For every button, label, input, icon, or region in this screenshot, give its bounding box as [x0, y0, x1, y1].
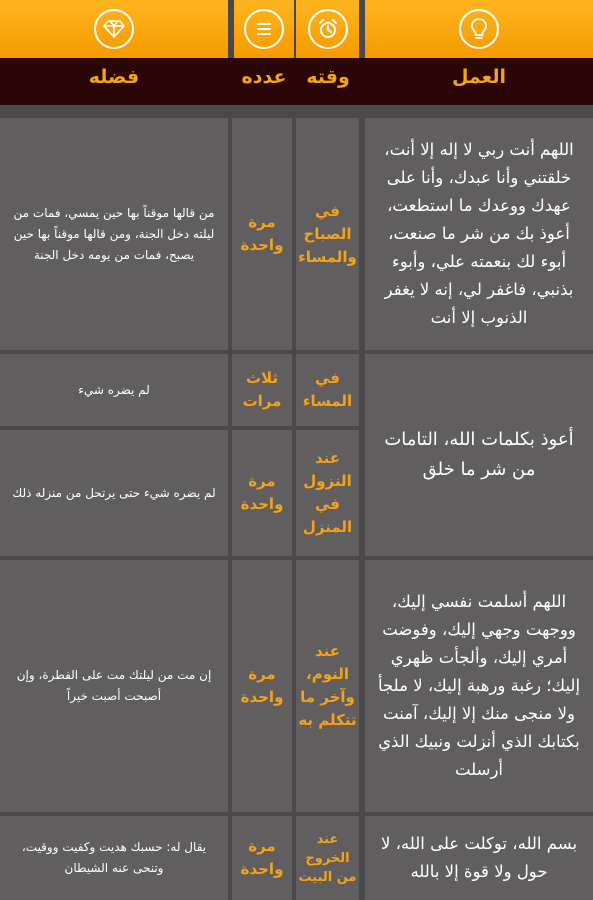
count-icon-cell: [234, 0, 294, 58]
row-4-count: مرة واحدة: [232, 560, 292, 812]
time-icon-cell: [296, 0, 359, 58]
virtue-icon-cell: [0, 0, 228, 58]
row-5-virtue: يقال له: حسبك هديت وكفيت ووقيت، وتنحى عنه الشيطان: [0, 816, 228, 900]
action-icon-cell: [365, 0, 593, 58]
row-4-time: عند النوم، وآخر ما تتكلم به: [296, 560, 359, 812]
header-count: عدده: [241, 66, 287, 88]
lightbulb-icon: [459, 9, 499, 49]
row-2-count: ثلاث مرات: [232, 354, 292, 426]
row-3-virtue: لم يضره شيء حتى يرتحل من منزله ذلك: [0, 430, 228, 556]
row-3-count: مرة واحدة: [232, 430, 292, 556]
row-1-count: مرة واحدة: [232, 118, 292, 350]
row-5-action: بسم الله، توكلت على الله، لا حول ولا قوة إلا بالله: [365, 816, 593, 900]
header-virtue: فضله: [88, 66, 140, 88]
header-time: وقته: [306, 66, 350, 88]
row-5-count: مرة واحدة: [232, 816, 292, 900]
row-2-time: في المساء: [296, 354, 359, 426]
row-1-action: اللهم أنت ربي لا إله إلا أنت، خلقتني وأنا عبدك، وأنا على عهدك ووعدك ما استطعت، أعوذ بك من شر ما صنعت، أبوء لك بنعمته علي، وأبوء بذنبي، فاغفر لي، إنه لا يغفر الذنوب إلا أنت: [365, 118, 593, 350]
header-action: العمل: [451, 66, 507, 88]
diamond-icon: [94, 9, 134, 49]
row-1-time: في الصباح والمساء: [296, 118, 359, 350]
row-2-action: أعوذ بكلمات الله، التامات من شر ما خلق: [365, 354, 593, 556]
row-5-time: عند الخروج من البيت: [296, 816, 359, 900]
row-4-virtue: إن مت من ليلتك مت على الفطرة، وإن أصبحت أصبت خيراً: [0, 560, 228, 812]
row-3-time: عند النزول في المنزل: [296, 430, 359, 556]
alarm-clock-icon: [308, 9, 348, 49]
row-1-virtue: من قالها موقناً بها حين يمسي، فمات من ليلته دخل الجنة، ومن قالها موقناً بها حين يصبح، فمات من يومه دخل الجنة: [0, 118, 228, 350]
row-4-action: اللهم أسلمت نفسي إليك، ووجهت وجهي إليك، وفوضت أمري إليك، وألجأت ظهري إليك؛ رغبة ورهبة إليك، لا ملجأ ولا منجى منك إلا إليك، آمنت بكتابك الذي أنزلت ونبيك الذي أرسلت: [365, 560, 593, 812]
row-2-virtue: لم يضره شيء: [0, 354, 228, 426]
list-icon: [244, 9, 284, 49]
